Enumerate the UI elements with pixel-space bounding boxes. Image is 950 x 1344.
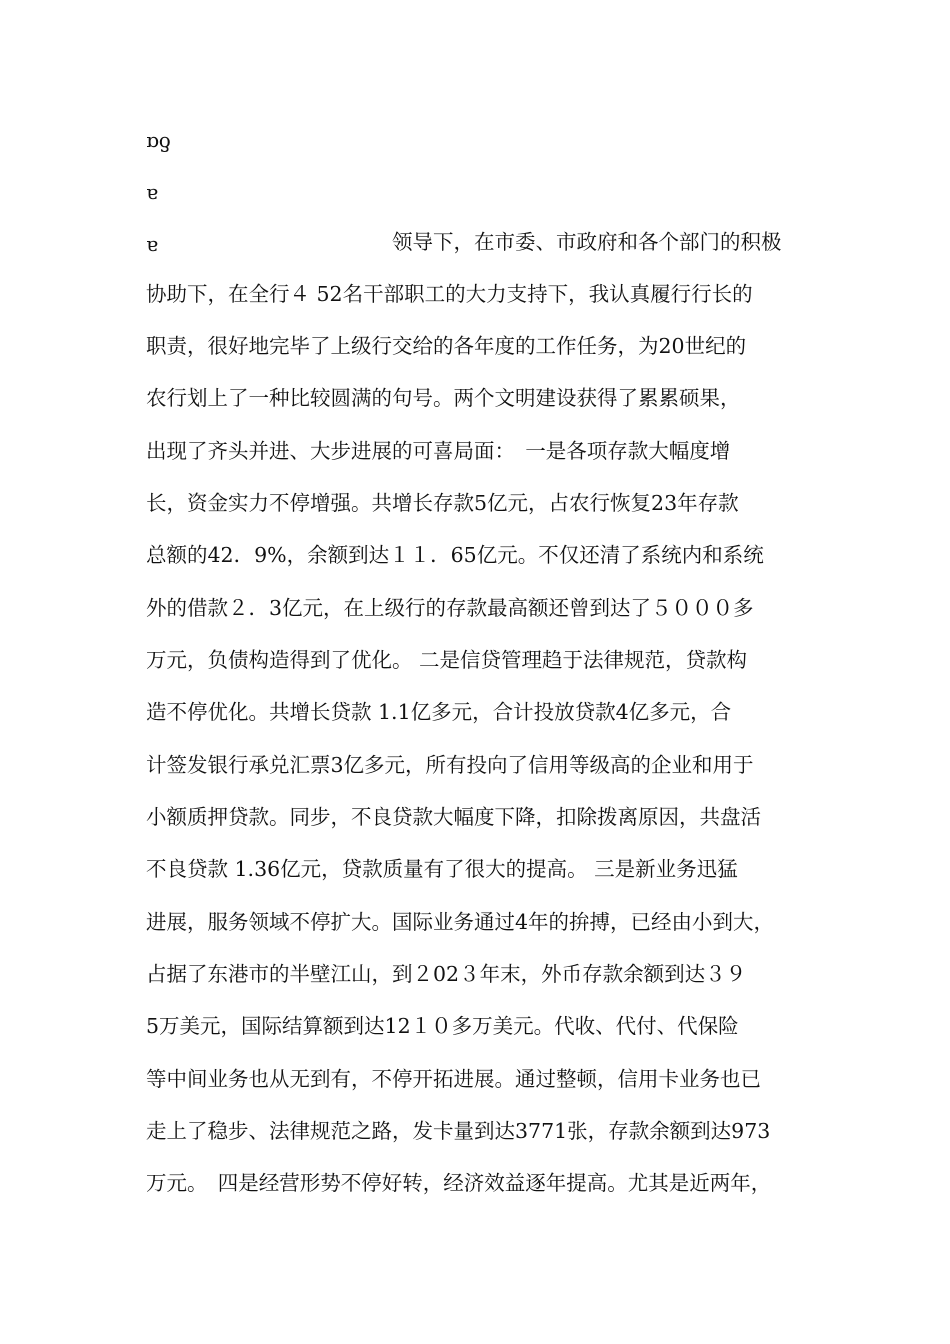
text-line: 等中间业务也从无到有，不停开拓进展。通过整顿，信用卡业务也已: [146, 1067, 761, 1091]
text-line: 不良贷款 1.36亿元，贷款质量有了很大的提高。 三是新业务迅猛: [146, 857, 738, 881]
text-line: 万元。 四是经营形势不停好转，经济效益逐年提高。尤其是近两年，: [146, 1171, 772, 1195]
symbol-mark: ɒƍ: [146, 128, 171, 152]
text-line: 小额质押贷款。同步，不良贷款大幅度下降，扣除拨离原因，共盘活: [146, 805, 761, 829]
text-line: 占据了东港市的半壁江山，到２02３年末，外币存款余额到达３９: [146, 962, 747, 986]
text-line: 外的借款２．3亿元，在上级行的存款最高额还曾到达了５０００多: [146, 596, 754, 620]
text-line: 万元，负债构造得到了优化。 二是信贷管理趋于法律规范，贷款构: [146, 648, 748, 672]
text-line: 农行划上了一种比较圆满的句号。两个文明建设获得了累累硕果，: [146, 386, 741, 410]
text-line: 长，资金实力不停增强。共增长存款5亿元，占农行恢复23年存款: [146, 491, 739, 515]
text-line: 计签发银行承兑汇票3亿多元，所有投向了信用等级高的企业和用于: [146, 753, 754, 777]
text-line: 职责，很好地完毕了上级行交给的各年度的工作任务，为20世纪的: [146, 334, 747, 358]
text-line: 进展，服务领域不停扩大。国际业务通过4年的拚搏，已经由小到大，: [146, 910, 775, 934]
text-line: 协助下，在全行４ 52名干部职工的大力支持下，我认真履行行长的: [146, 282, 753, 306]
text-line: 走上了稳步、法律规范之路，发卡量到达3771张，存款余额到达973: [146, 1119, 771, 1143]
text-line: 领导下，在市委、市政府和各个部门的积极: [392, 230, 782, 254]
text-line: 总额的42．9%，余额到达１１．65亿元。不仅还清了系统内和系统: [146, 543, 764, 567]
symbol-mark: ɐ: [146, 180, 158, 204]
text-line: 5万美元，国际结算额到达12１０多万美元。代收、代付、代保险: [146, 1014, 739, 1038]
text-line: 出现了齐头并进、大步进展的可喜局面： 一是各项存款大幅度增: [146, 439, 731, 463]
text-line: 造不停优化。共增长贷款 1.1亿多元，合计投放贷款4亿多元，合: [146, 700, 732, 724]
symbol-mark: ɐ: [146, 232, 158, 256]
